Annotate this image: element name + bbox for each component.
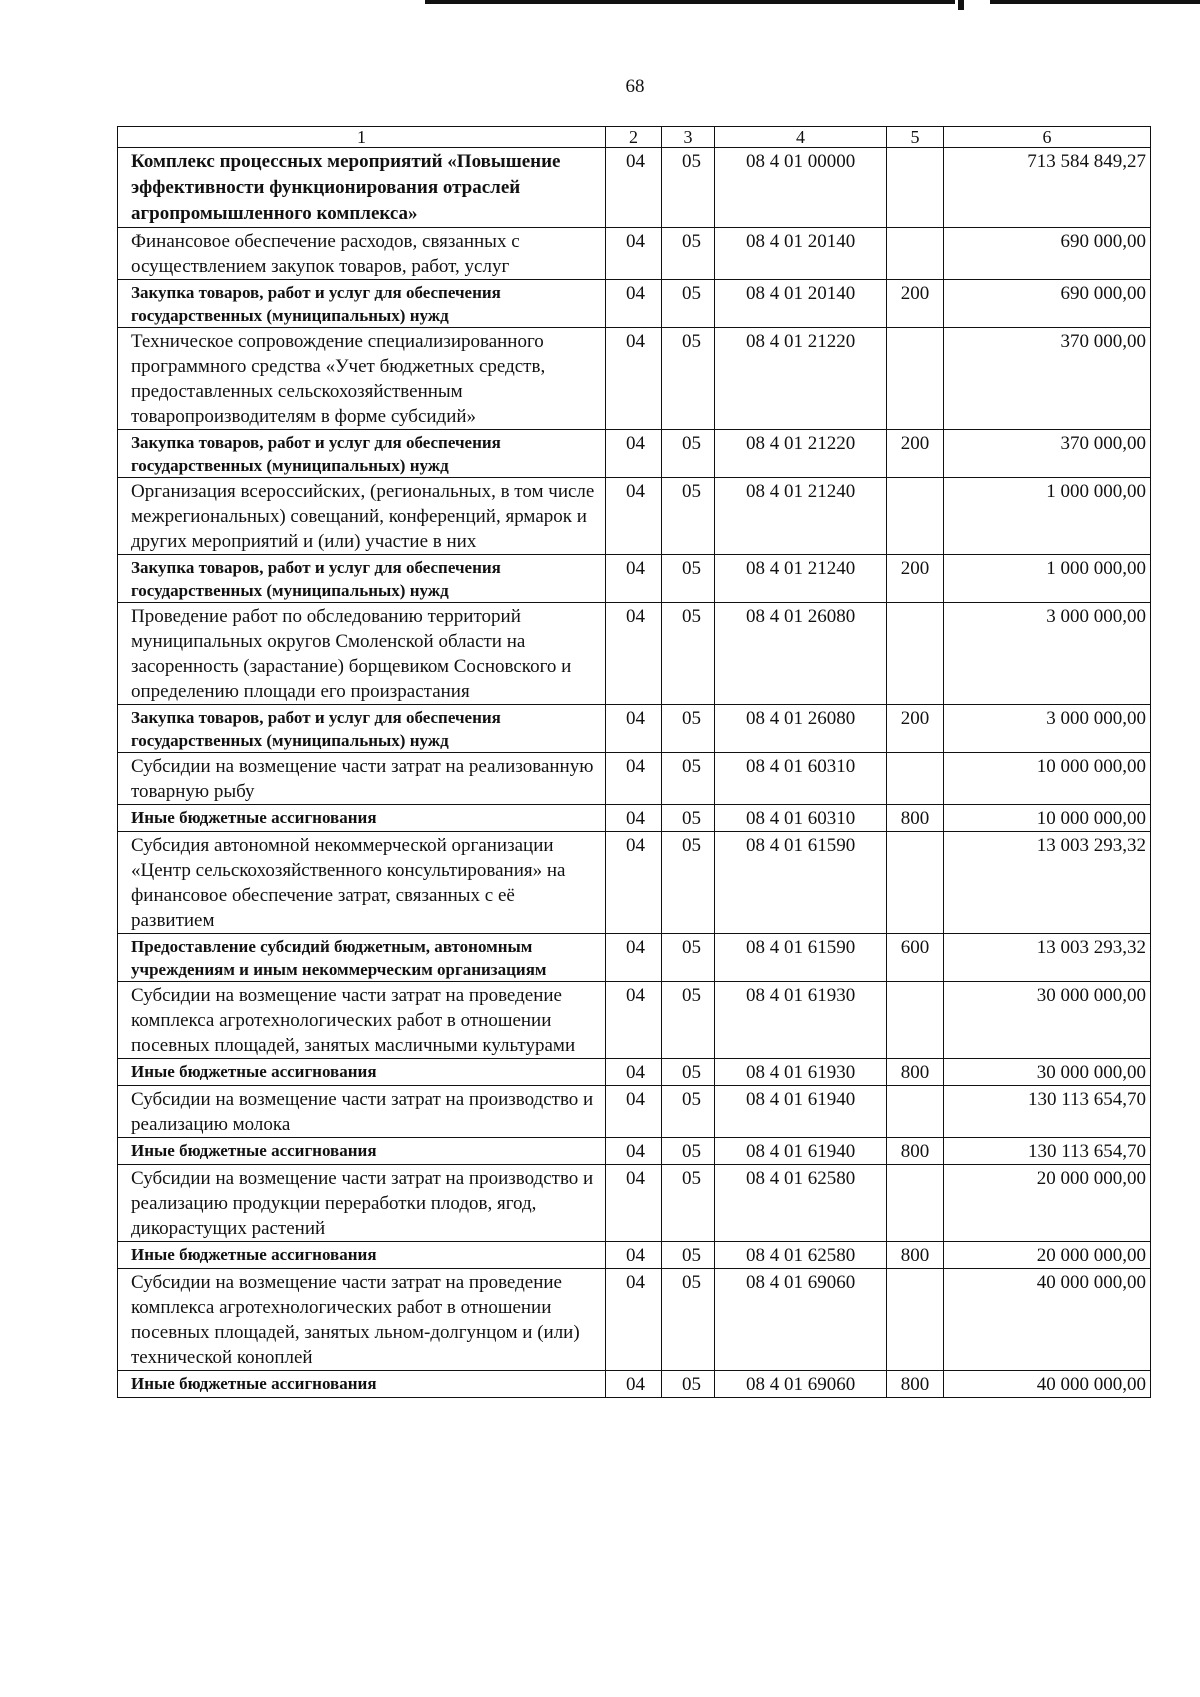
expense-type-code: 800 [887, 1242, 944, 1269]
expense-type-code [887, 1086, 944, 1138]
subsection-code: 05 [662, 705, 715, 753]
amount: 30 000 000,00 [944, 1059, 1151, 1086]
amount: 370 000,00 [944, 430, 1151, 478]
table-row [118, 1242, 1151, 1269]
budget-table [117, 126, 1151, 1398]
section-code: 04 [606, 1165, 662, 1242]
section-code: 04 [606, 478, 662, 555]
amount: 20 000 000,00 [944, 1242, 1151, 1269]
header-row [118, 127, 1151, 148]
target-article-code: 08 4 01 21240 [715, 555, 887, 603]
amount: 3 000 000,00 [944, 603, 1151, 705]
table-row [118, 1269, 1151, 1371]
target-article-code: 08 4 01 60310 [715, 805, 887, 832]
target-article-code: 08 4 01 69060 [715, 1269, 887, 1371]
table-row [118, 934, 1151, 982]
target-article-code: 08 4 01 62580 [715, 1242, 887, 1269]
amount: 130 113 654,70 [944, 1086, 1151, 1138]
section-code: 04 [606, 705, 662, 753]
table-row [118, 328, 1151, 430]
table-row [118, 1371, 1151, 1398]
expense-type-code [887, 1165, 944, 1242]
row-name: Закупка товаров, работ и услуг для обеспечения государственных (муниципальных) нужд [118, 555, 606, 603]
subsection-code: 05 [662, 1086, 715, 1138]
subsection-code: 05 [662, 228, 715, 280]
expense-type-code: 200 [887, 430, 944, 478]
subsection-code: 05 [662, 1165, 715, 1242]
expense-type-code [887, 832, 944, 934]
header-cell: 1 [118, 127, 606, 148]
amount: 40 000 000,00 [944, 1269, 1151, 1371]
target-article-code: 08 4 01 61590 [715, 832, 887, 934]
row-name: Закупка товаров, работ и услуг для обеспечения государственных (муниципальных) нужд [118, 705, 606, 753]
subsection-code: 05 [662, 832, 715, 934]
row-name: Субсидии на возмещение части затрат на производство и реализацию продукции переработки плодов, ягод, дикорастущих растений [118, 1165, 606, 1242]
expense-type-code: 200 [887, 555, 944, 603]
expense-type-code [887, 982, 944, 1059]
row-name: Иные бюджетные ассигнования [118, 1242, 606, 1269]
amount: 13 003 293,32 [944, 832, 1151, 934]
target-article-code: 08 4 01 20140 [715, 228, 887, 280]
section-code: 04 [606, 934, 662, 982]
target-article-code: 08 4 01 69060 [715, 1371, 887, 1398]
expense-type-code [887, 1269, 944, 1371]
table-row [118, 478, 1151, 555]
header-cell: 4 [715, 127, 887, 148]
expense-type-code [887, 328, 944, 430]
table-row [118, 1059, 1151, 1086]
subsection-code: 05 [662, 1138, 715, 1165]
subsection-code: 05 [662, 280, 715, 328]
amount: 1 000 000,00 [944, 555, 1151, 603]
target-article-code: 08 4 01 61940 [715, 1138, 887, 1165]
section-code: 04 [606, 832, 662, 934]
expense-type-code: 800 [887, 1138, 944, 1165]
row-name: Комплекс процессных мероприятий «Повышение эффективности функционирования отраслей агропромышленного комплекса» [118, 148, 606, 228]
subsection-code: 05 [662, 478, 715, 555]
row-name: Иные бюджетные ассигнования [118, 1138, 606, 1165]
subsection-code: 05 [662, 753, 715, 805]
target-article-code: 08 4 01 61590 [715, 934, 887, 982]
expense-type-code [887, 478, 944, 555]
section-code: 04 [606, 1269, 662, 1371]
expense-type-code: 600 [887, 934, 944, 982]
row-name: Предоставление субсидий бюджетным, автономным учреждениям и иным некоммерческим организациям [118, 934, 606, 982]
amount: 130 113 654,70 [944, 1138, 1151, 1165]
subsection-code: 05 [662, 603, 715, 705]
section-code: 04 [606, 1138, 662, 1165]
target-article-code: 08 4 01 21240 [715, 478, 887, 555]
row-name: Закупка товаров, работ и услуг для обеспечения государственных (муниципальных) нужд [118, 280, 606, 328]
target-article-code: 08 4 01 26080 [715, 705, 887, 753]
row-name: Проведение работ по обследованию территорий муниципальных округов Смоленской области на засоренность (зарастание) борщевиком Сосновского и определению площади его произрастания [118, 603, 606, 705]
header-cell: 6 [944, 127, 1151, 148]
row-name: Организация всероссийских, (региональных, в том числе межрегиональных) совещаний, конференций, ярмарок и других мероприятий и (или) участие в них [118, 478, 606, 555]
row-name: Иные бюджетные ассигнования [118, 1371, 606, 1398]
expense-type-code [887, 148, 944, 228]
header-cell: 2 [606, 127, 662, 148]
amount: 13 003 293,32 [944, 934, 1151, 982]
expense-type-code: 200 [887, 280, 944, 328]
expense-type-code: 200 [887, 705, 944, 753]
section-code: 04 [606, 805, 662, 832]
table-row [118, 832, 1151, 934]
amount: 40 000 000,00 [944, 1371, 1151, 1398]
target-article-code: 08 4 01 26080 [715, 603, 887, 705]
row-name: Субсидии на возмещение части затрат на реализованную товарную рыбу [118, 753, 606, 805]
subsection-code: 05 [662, 328, 715, 430]
table-row [118, 148, 1151, 228]
section-code: 04 [606, 280, 662, 328]
subsection-code: 05 [662, 1269, 715, 1371]
row-name: Техническое сопровождение специализированного программного средства «Учет бюджетных средств, предоставленных сельскохозяйственным товаропроизводителям в форме субсидий» [118, 328, 606, 430]
amount: 370 000,00 [944, 328, 1151, 430]
row-name: Закупка товаров, работ и услуг для обеспечения государственных (муниципальных) нужд [118, 430, 606, 478]
header-cell: 3 [662, 127, 715, 148]
amount: 1 000 000,00 [944, 478, 1151, 555]
amount: 30 000 000,00 [944, 982, 1151, 1059]
row-name: Финансовое обеспечение расходов, связанных с осуществлением закупок товаров, работ, услуг [118, 228, 606, 280]
section-code: 04 [606, 603, 662, 705]
section-code: 04 [606, 555, 662, 603]
subsection-code: 05 [662, 1242, 715, 1269]
subsection-code: 05 [662, 1059, 715, 1086]
section-code: 04 [606, 982, 662, 1059]
table-row [118, 982, 1151, 1059]
expense-type-code: 800 [887, 1059, 944, 1086]
expense-type-code: 800 [887, 805, 944, 832]
row-name: Субсидия автономной некоммерческой организации «Центр сельскохозяйственного консультирования» на финансовое обеспечение затрат, связанных с её развитием [118, 832, 606, 934]
section-code: 04 [606, 1086, 662, 1138]
table-row [118, 1086, 1151, 1138]
scan-edge-bar [425, 0, 955, 4]
subsection-code: 05 [662, 555, 715, 603]
amount: 3 000 000,00 [944, 705, 1151, 753]
table-row [118, 753, 1151, 805]
table-row [118, 705, 1151, 753]
section-code: 04 [606, 148, 662, 228]
amount: 713 584 849,27 [944, 148, 1151, 228]
target-article-code: 08 4 01 21220 [715, 328, 887, 430]
row-name: Иные бюджетные ассигнования [118, 1059, 606, 1086]
scan-edge-mark [958, 0, 964, 10]
row-name: Субсидии на возмещение части затрат на производство и реализацию молока [118, 1086, 606, 1138]
section-code: 04 [606, 1371, 662, 1398]
subsection-code: 05 [662, 982, 715, 1059]
subsection-code: 05 [662, 1371, 715, 1398]
target-article-code: 08 4 01 20140 [715, 280, 887, 328]
target-article-code: 08 4 01 21220 [715, 430, 887, 478]
target-article-code: 08 4 01 61940 [715, 1086, 887, 1138]
expense-type-code [887, 753, 944, 805]
table-row [118, 228, 1151, 280]
section-code: 04 [606, 1059, 662, 1086]
amount: 10 000 000,00 [944, 805, 1151, 832]
row-name: Иные бюджетные ассигнования [118, 805, 606, 832]
subsection-code: 05 [662, 148, 715, 228]
table-row [118, 555, 1151, 603]
section-code: 04 [606, 1242, 662, 1269]
target-article-code: 08 4 01 61930 [715, 1059, 887, 1086]
section-code: 04 [606, 228, 662, 280]
table-row [118, 805, 1151, 832]
expense-type-code [887, 228, 944, 280]
subsection-code: 05 [662, 430, 715, 478]
scan-edge-bar-right [990, 0, 1200, 4]
target-article-code: 08 4 01 60310 [715, 753, 887, 805]
section-code: 04 [606, 328, 662, 430]
expense-type-code [887, 603, 944, 705]
amount: 690 000,00 [944, 228, 1151, 280]
target-article-code: 08 4 01 62580 [715, 1165, 887, 1242]
table-row [118, 430, 1151, 478]
page-number: 68 [625, 76, 645, 97]
subsection-code: 05 [662, 805, 715, 832]
expense-type-code: 800 [887, 1371, 944, 1398]
target-article-code: 08 4 01 00000 [715, 148, 887, 228]
table-row [118, 280, 1151, 328]
row-name: Субсидии на возмещение части затрат на проведение комплекса агротехнологических работ в отношении посевных площадей, занятых масличными культурами [118, 982, 606, 1059]
amount: 690 000,00 [944, 280, 1151, 328]
subsection-code: 05 [662, 934, 715, 982]
row-name: Субсидии на возмещение части затрат на проведение комплекса агротехнологических работ в отношении посевных площадей, занятых льном-долгунцом и (или) технической коноплей [118, 1269, 606, 1371]
section-code: 04 [606, 753, 662, 805]
table-row [118, 1138, 1151, 1165]
table-row [118, 603, 1151, 705]
table-row [118, 1165, 1151, 1242]
header-cell: 5 [887, 127, 944, 148]
target-article-code: 08 4 01 61930 [715, 982, 887, 1059]
amount: 20 000 000,00 [944, 1165, 1151, 1242]
amount: 10 000 000,00 [944, 753, 1151, 805]
section-code: 04 [606, 430, 662, 478]
